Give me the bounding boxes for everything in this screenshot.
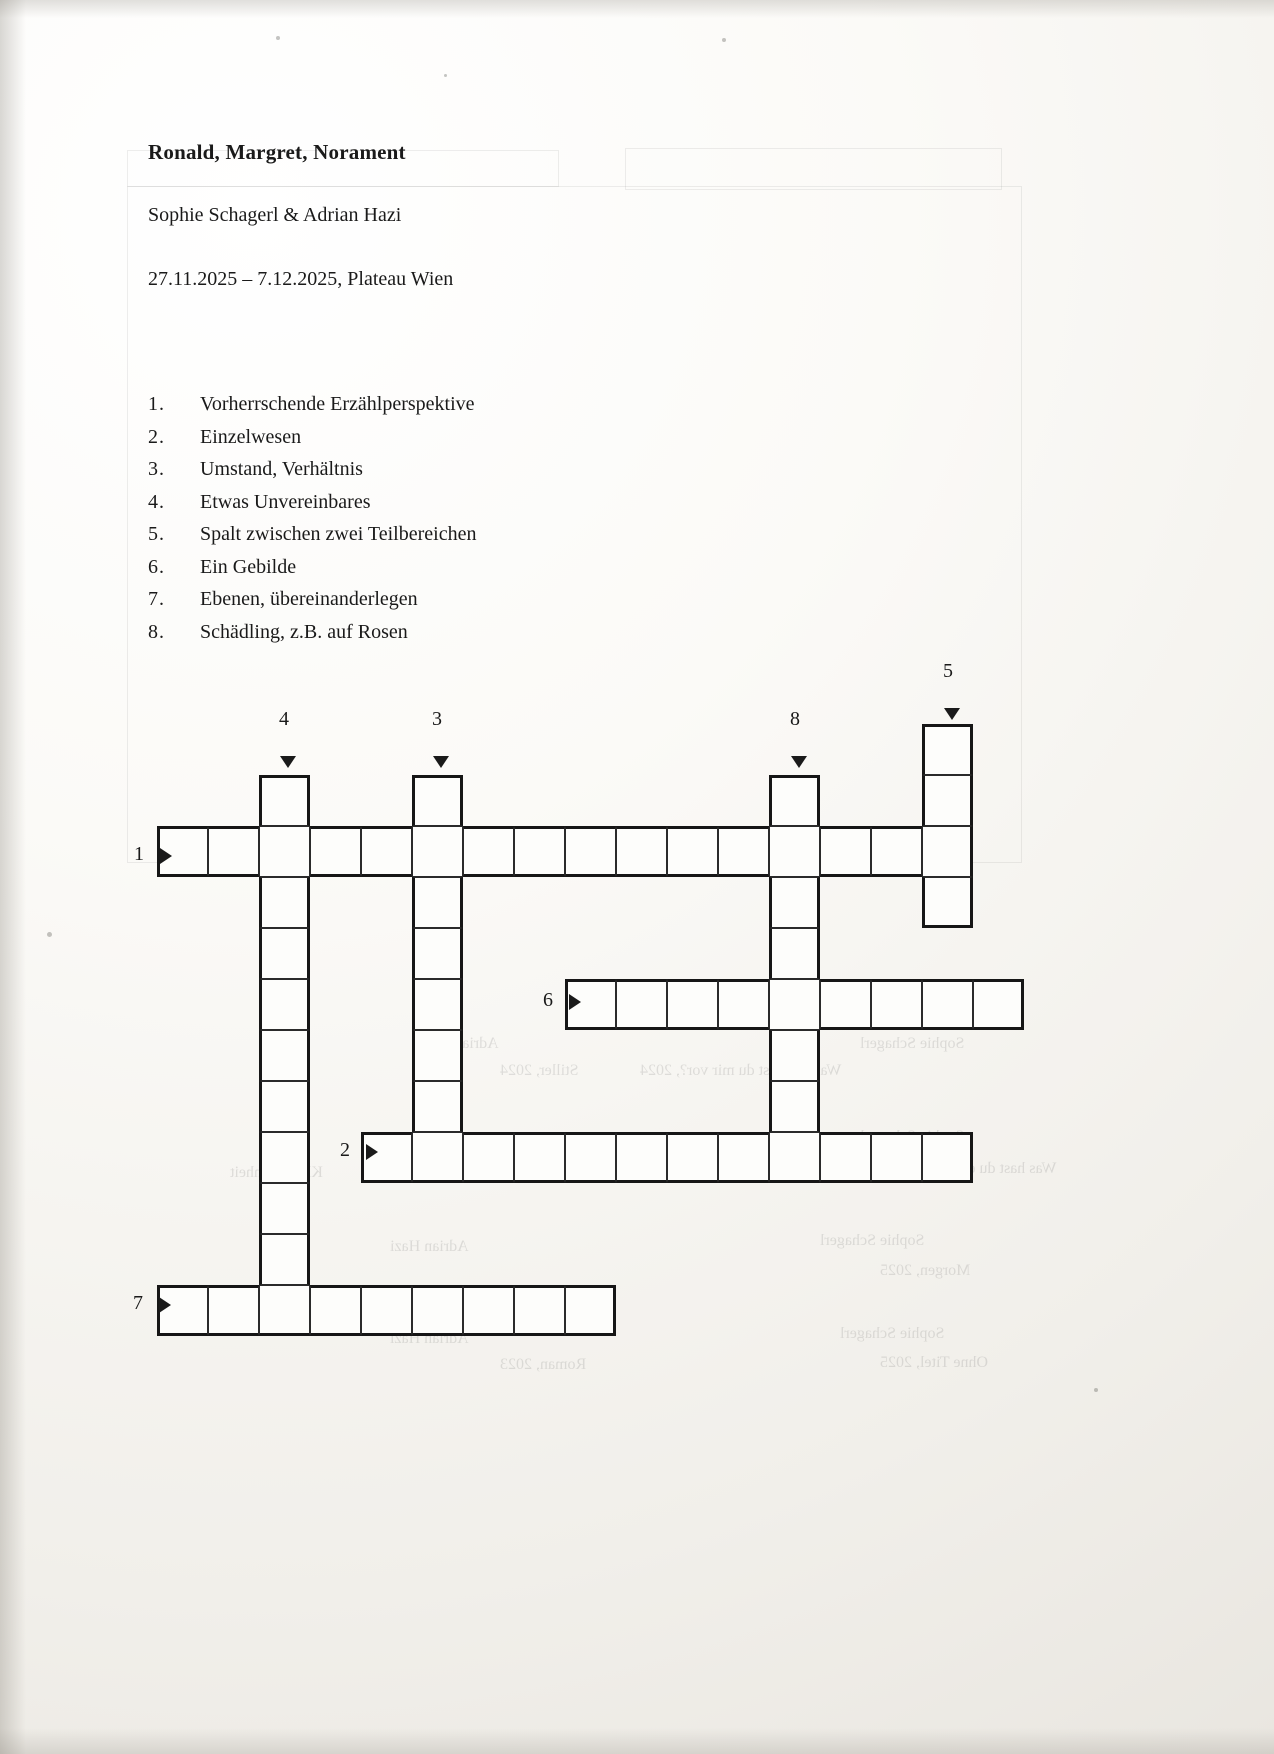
- crossword-cell[interactable]: [769, 775, 820, 826]
- crossword-cell[interactable]: [310, 826, 361, 877]
- crossword-cell[interactable]: [922, 1132, 973, 1183]
- crossword-cell[interactable]: [361, 1285, 412, 1336]
- list-item: [148, 556, 848, 579]
- crossword-cell[interactable]: [259, 826, 310, 877]
- crossword-cell[interactable]: [769, 1132, 820, 1183]
- crossword-cell[interactable]: [922, 979, 973, 1030]
- crossword-clue-number: 6: [543, 989, 553, 1011]
- crossword-cell[interactable]: [820, 1132, 871, 1183]
- crossword-cell[interactable]: [259, 877, 310, 928]
- arrow-right-icon: [159, 1297, 171, 1313]
- crossword-cell[interactable]: [718, 826, 769, 877]
- clue-number: 5.: [148, 523, 165, 545]
- crossword-cell[interactable]: [616, 826, 667, 877]
- crossword-cell[interactable]: [463, 826, 514, 877]
- arrow-right-icon: [160, 848, 172, 864]
- crossword-cell[interactable]: [310, 1285, 361, 1336]
- crossword-cell[interactable]: [412, 1081, 463, 1132]
- clue-text: Umstand, Verhältnis: [200, 458, 363, 480]
- list-item: [148, 588, 848, 611]
- crossword-cell[interactable]: [769, 1081, 820, 1132]
- crossword-cell[interactable]: [259, 928, 310, 979]
- crossword-clue-number: 8: [790, 708, 800, 730]
- crossword-cell[interactable]: [259, 1234, 310, 1285]
- crossword-cell[interactable]: [412, 1285, 463, 1336]
- crossword-cell[interactable]: [973, 979, 1024, 1030]
- crossword-cell[interactable]: [514, 1132, 565, 1183]
- clue-text: Spalt zwischen zwei Teilbereichen: [200, 523, 477, 545]
- clue-list: [148, 393, 848, 653]
- list-item: [148, 491, 848, 514]
- list-item: [148, 426, 848, 449]
- crossword-cell[interactable]: [259, 775, 310, 826]
- crossword-cell[interactable]: [463, 1285, 514, 1336]
- document-authors: Sophie Schagerl & Adrian Hazi: [148, 204, 402, 226]
- crossword-clue-number: 4: [279, 708, 289, 730]
- clue-number: 6.: [148, 555, 165, 578]
- crossword-cell[interactable]: [616, 979, 667, 1030]
- crossword-cell[interactable]: [361, 1132, 412, 1183]
- crossword-cell[interactable]: [718, 1132, 769, 1183]
- crossword-cell[interactable]: [871, 979, 922, 1030]
- arrow-down-icon: [433, 756, 449, 768]
- document-dates: 27.11.2025 – 7.12.2025, Plateau Wien: [148, 268, 454, 290]
- crossword-cell[interactable]: [667, 979, 718, 1030]
- crossword-cell[interactable]: [157, 1285, 208, 1336]
- crossword-clue-number: 5: [943, 660, 953, 682]
- crossword-cell[interactable]: [157, 826, 208, 877]
- crossword-cell[interactable]: [565, 1132, 616, 1183]
- arrow-down-icon: [791, 756, 807, 768]
- arrow-right-icon: [569, 994, 581, 1010]
- crossword-cell[interactable]: [208, 1285, 259, 1336]
- clue-number: 3.: [148, 458, 165, 480]
- clue-number: 4.: [148, 490, 165, 513]
- crossword-clue-number: 7: [133, 1292, 143, 1314]
- page-title: Ronald, Margret, Norament: [148, 140, 406, 164]
- crossword-cell[interactable]: [412, 928, 463, 979]
- arrow-down-icon: [944, 708, 960, 720]
- crossword-clue-number: 2: [340, 1139, 350, 1161]
- arrow-down-icon: [280, 756, 296, 768]
- crossword-cell[interactable]: [412, 877, 463, 928]
- clue-number: 7.: [148, 588, 165, 610]
- crossword-cell[interactable]: [718, 979, 769, 1030]
- crossword-cell[interactable]: [565, 826, 616, 877]
- clue-text: Ebenen, übereinanderlegen: [200, 588, 418, 610]
- crossword-cell[interactable]: [820, 826, 871, 877]
- crossword-cell[interactable]: [259, 1030, 310, 1081]
- clue-text: Einzelwesen: [200, 425, 302, 448]
- crossword-cell[interactable]: [922, 826, 973, 877]
- crossword-cell[interactable]: [412, 979, 463, 1030]
- crossword-cell[interactable]: [820, 979, 871, 1030]
- crossword-cell[interactable]: [769, 979, 820, 1030]
- clue-text: Etwas Unvereinbares: [200, 490, 371, 513]
- crossword-cell[interactable]: [412, 1030, 463, 1081]
- list-item: [148, 458, 848, 481]
- list-item: [148, 523, 848, 546]
- crossword-cell[interactable]: [259, 1081, 310, 1132]
- crossword-cell[interactable]: [463, 1132, 514, 1183]
- crossword-cell[interactable]: [769, 928, 820, 979]
- arrow-right-icon: [366, 1144, 378, 1160]
- clue-text: Ein Gebilde: [200, 555, 297, 578]
- clue-number: 2.: [148, 425, 165, 448]
- crossword-cell[interactable]: [412, 826, 463, 877]
- crossword-cell[interactable]: [769, 826, 820, 877]
- crossword-cell[interactable]: [514, 826, 565, 877]
- crossword-cell[interactable]: [412, 775, 463, 826]
- crossword-cell[interactable]: [922, 877, 973, 928]
- crossword-clue-number: 3: [432, 708, 442, 730]
- crossword-cell[interactable]: [259, 1183, 310, 1234]
- crossword-cell[interactable]: [259, 1132, 310, 1183]
- crossword-cell[interactable]: [259, 1285, 310, 1336]
- crossword-cell[interactable]: [769, 877, 820, 928]
- clue-text: Schädling, z.B. auf Rosen: [200, 620, 408, 643]
- crossword-cell[interactable]: [667, 1132, 718, 1183]
- crossword-cell[interactable]: [259, 979, 310, 1030]
- crossword-cell[interactable]: [871, 826, 922, 877]
- crossword-cell[interactable]: [208, 826, 259, 877]
- crossword-cell[interactable]: [922, 775, 973, 826]
- clue-text: Vorherrschende Erzählperspektive: [200, 393, 475, 415]
- crossword-cell[interactable]: [361, 826, 412, 877]
- list-item: [148, 621, 848, 644]
- crossword-cell[interactable]: [565, 1285, 616, 1336]
- crossword-cell[interactable]: [871, 1132, 922, 1183]
- crossword-cell[interactable]: [565, 979, 616, 1030]
- crossword-cell[interactable]: [922, 724, 973, 775]
- crossword-cell[interactable]: [514, 1285, 565, 1336]
- clue-number: 8.: [148, 620, 165, 643]
- crossword-cell[interactable]: [616, 1132, 667, 1183]
- crossword-cell[interactable]: [667, 826, 718, 877]
- crossword-cell[interactable]: [769, 1030, 820, 1081]
- crossword-clue-number: 1: [134, 843, 144, 865]
- list-item: [148, 393, 848, 416]
- crossword-cell[interactable]: [412, 1132, 463, 1183]
- clue-number: 1.: [148, 393, 165, 415]
